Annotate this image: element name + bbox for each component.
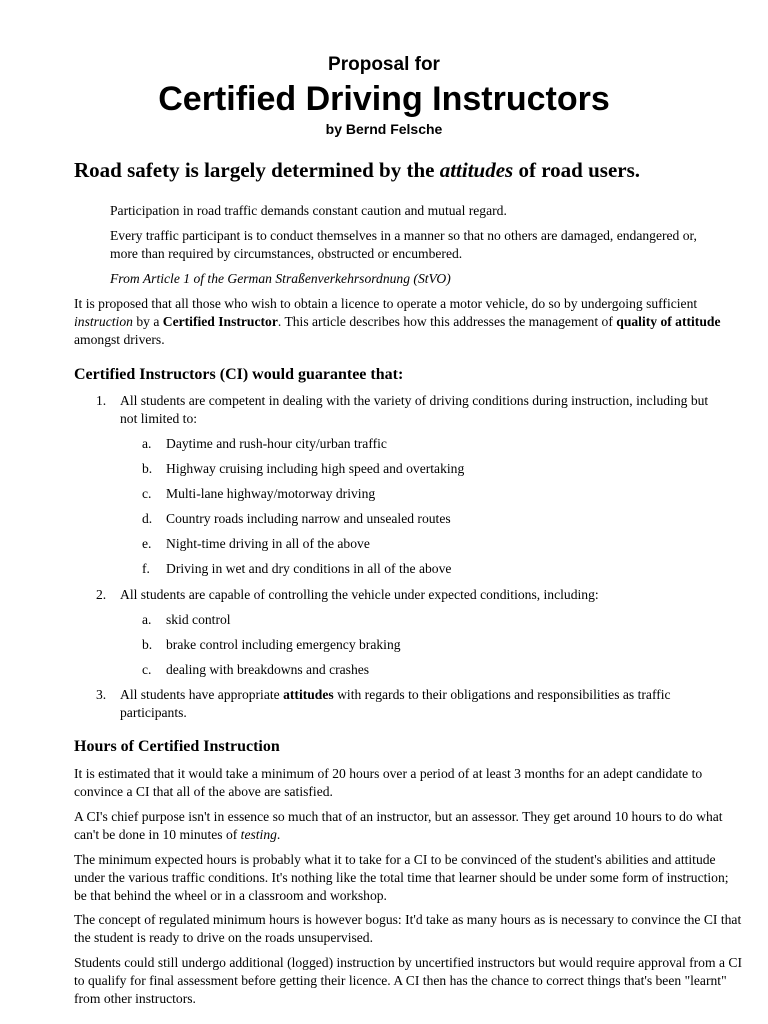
sub-letter: e. bbox=[142, 536, 152, 551]
intro-text-end: amongst drivers. bbox=[74, 332, 165, 347]
hours-p2-text: A CI's chief purpose isn't in essence so much that of an instructor, but an assessor. They get around 10 hours to do what can't be done in 10 minutes of bbox=[74, 809, 723, 842]
sub-item: Driving in wet and dry conditions in all of the above bbox=[166, 561, 452, 576]
section-heading-ci-guarantee: Certified Instructors (CI) would guarantee that: bbox=[74, 366, 404, 383]
intro-certified-instructor: Certified Instructor bbox=[162, 314, 278, 329]
sub-item: Daytime and rush-hour city/urban traffic bbox=[166, 436, 387, 451]
sub-item: Night-time driving in all of the above bbox=[166, 536, 370, 551]
intro-text-b: by a bbox=[132, 314, 163, 329]
hours-paragraph-1: It is estimated that it would take a minimum of 20 hours over a period of at least 3 months for an adept candidate to convince a CI that all of the above are satisfied. bbox=[74, 766, 703, 799]
section-heading-hours: Hours of Certified Instruction bbox=[74, 738, 280, 755]
sub-item: brake control including emergency braking bbox=[166, 637, 401, 652]
intro-text-a: It is proposed that all those who wish to obtain a licence to operate a motor vehicle, do so by undergoing sufficient bbox=[74, 296, 698, 311]
quote-source bbox=[110, 270, 710, 288]
sub-letter: b. bbox=[142, 637, 153, 652]
list-number: 2. bbox=[96, 587, 107, 602]
quote-line-2: Every traffic participant is to conduct themselves in a manner so that no others are damaged, endangered or, more than required by circumstances, obstructed or encumbered. bbox=[110, 228, 697, 261]
sub-item: Multi-lane highway/motorway driving bbox=[166, 486, 376, 501]
sub-letter: f. bbox=[142, 561, 150, 576]
intro-text-c: . This article describes how this addresses the management of bbox=[277, 314, 617, 329]
intro-paragraph bbox=[74, 295, 742, 349]
hours-paragraph-3: The minimum expected hours is probably what it to take for a CI to be convinced of the student's abilities and attitude under the various traffic conditions. It's nothing like the total time that learner should be under some form of instruction; be that behind the wheel or in a classroom and workshop. bbox=[74, 852, 729, 903]
list-item-3 bbox=[120, 686, 710, 722]
quote-source-text: From Article 1 of the German Straßenverkehrsordnung (StVO) bbox=[110, 271, 451, 286]
byline: by Bernd Felsche bbox=[325, 121, 443, 137]
hours-p2-testing: testing bbox=[240, 827, 277, 842]
item3-attitudes: attitudes bbox=[283, 687, 334, 702]
list-item-1: All students are competent in dealing with the variety of driving conditions during instruction, including but not limited to: bbox=[120, 393, 709, 426]
sub-letter: c. bbox=[142, 662, 152, 677]
item3-text-b: with regards to their obligations and responsibilities as traffic participants. bbox=[120, 687, 671, 720]
proposal-for-label: Proposal for bbox=[328, 54, 440, 75]
sub-letter: b. bbox=[142, 461, 153, 476]
tagline bbox=[74, 158, 640, 183]
tagline-after: of road users. bbox=[513, 158, 641, 182]
hours-paragraph-5: Students could still undergo additional (logged) instruction by uncertified instructors but would require approval from a CI to qualify for final assessment before getting their licence. A CI then has the chance to correct things that's been "learnt" from other instructors. bbox=[74, 955, 742, 1006]
sub-letter: a. bbox=[142, 612, 152, 627]
sub-letter: c. bbox=[142, 486, 152, 501]
tagline-before: Road safety is largely determined by the bbox=[74, 158, 440, 182]
sub-letter: d. bbox=[142, 511, 153, 526]
item3-text-a: All students have appropriate bbox=[120, 687, 284, 702]
hours-paragraph-2 bbox=[74, 808, 742, 844]
sub-item: dealing with breakdowns and crashes bbox=[166, 662, 370, 677]
hours-paragraph-4: The concept of regulated minimum hours is however bogus: It'd take as many hours as is necessary to convince the CI that the student is ready to drive on the roads unsupervised. bbox=[74, 912, 742, 945]
sub-item: Country roads including narrow and unsealed routes bbox=[166, 511, 451, 526]
sub-letter: a. bbox=[142, 436, 152, 451]
intro-quality-of-attitude: quality of attitude bbox=[616, 314, 721, 329]
quote-line-1: Participation in road traffic demands constant caution and mutual regard. bbox=[110, 203, 507, 218]
tagline-emphasis: attitudes bbox=[439, 158, 514, 182]
sub-item: Highway cruising including high speed and overtaking bbox=[166, 461, 465, 476]
list-number: 3. bbox=[96, 687, 107, 702]
list-number: 1. bbox=[96, 393, 107, 408]
intro-instruction: instruction bbox=[74, 314, 133, 329]
sub-item: skid control bbox=[166, 612, 231, 627]
page-title: Certified Driving Instructors bbox=[158, 80, 610, 118]
list-item-2: All students are capable of controlling the vehicle under expected conditions, including: bbox=[120, 587, 599, 602]
hours-p2-end: . bbox=[276, 827, 281, 842]
